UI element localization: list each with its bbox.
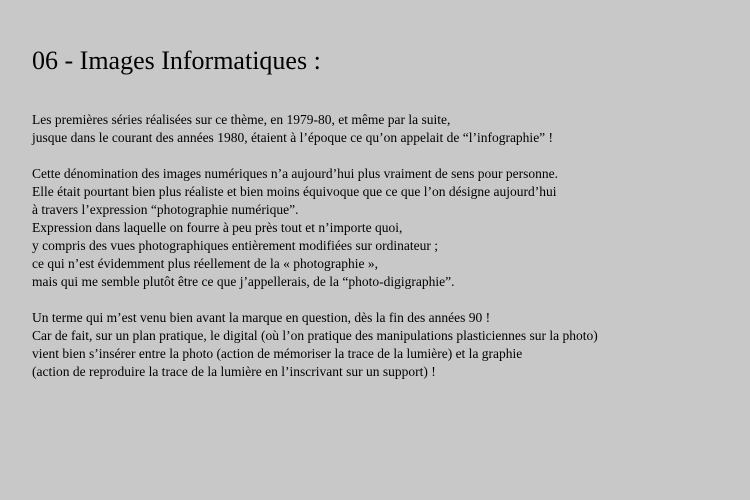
body-text bbox=[32, 111, 732, 399]
text-line: Cette dénomination des images numériques n’a aujourd’hui plus vraiment de sens pour personne. bbox=[32, 166, 558, 181]
text-line: Elle était pourtant bien plus réaliste et bien moins équivoque que ce que l’on désigne aujourd’hui bbox=[32, 184, 557, 199]
text-line: Les premières séries réalisées sur ce thème, en 1979-80, et même par la suite, bbox=[32, 112, 451, 127]
paragraph-digigraphie bbox=[32, 309, 732, 381]
text-line: (action de reproduire la trace de la lumière en l’inscrivant sur un support) ! bbox=[32, 364, 436, 379]
paragraph-denomination bbox=[32, 165, 732, 291]
page-title: 06 - Images Informatiques : bbox=[32, 46, 321, 75]
text-line: à travers l’expression “photographie numérique”. bbox=[32, 202, 299, 217]
text-line: ce qui n’est évidemment plus réellement de la « photographie », bbox=[32, 256, 379, 271]
text-line: mais qui me semble plutôt être ce que j’appellerais, de la “photo-digigraphie”. bbox=[32, 274, 455, 289]
text-line: y compris des vues photographiques entièrement modifiées sur ordinateur ; bbox=[32, 238, 439, 253]
paragraph-infographie bbox=[32, 111, 732, 147]
text-line: vient bien s’insérer entre la photo (action de mémoriser la trace de la lumière) et la graphie bbox=[32, 346, 523, 361]
text-line: Expression dans laquelle on fourre à peu près tout et n’importe quoi, bbox=[32, 220, 403, 235]
text-line: Un terme qui m’est venu bien avant la marque en question, dès la fin des années 90 ! bbox=[32, 310, 491, 325]
text-line: jusque dans le courant des années 1980, étaient à l’époque ce qu’on appelait de “l’infographie” ! bbox=[32, 130, 554, 145]
text-line: Car de fait, sur un plan pratique, le digital (où l’on pratique des manipulations plasticiennes sur la photo) bbox=[32, 328, 598, 343]
